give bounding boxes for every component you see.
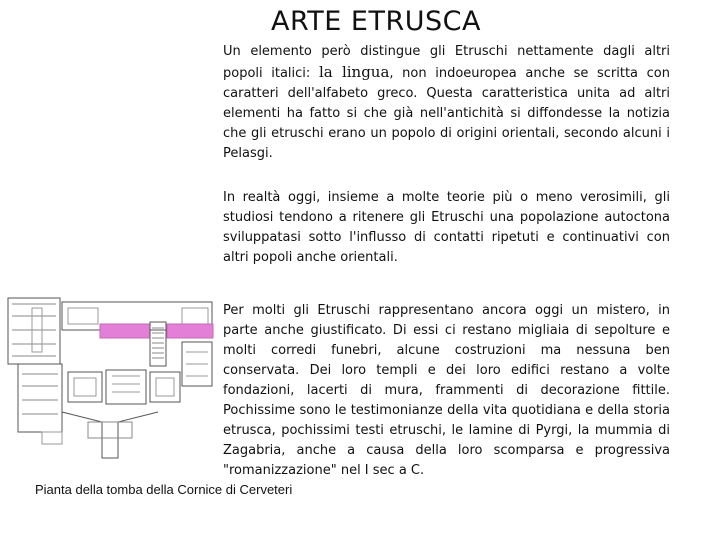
tomb-floor-plan	[2, 272, 220, 464]
plan-dromos	[62, 412, 158, 458]
paragraph-language	[223, 42, 670, 164]
emphasis-la-lingua: la lingua	[318, 63, 390, 81]
plan-highlight-left	[100, 324, 150, 338]
paragraph-origins: In realtà oggi, insieme a molte teorie più o meno verosimili, gli studiosi tendono a ritenere gli Etruschi una popolazione autoctona sviluppatasi sotto l'influsso di contatti ripetuti e continuativi con altri popoli anche orientali.	[223, 190, 670, 265]
paragraph-language-start: Un elemento però distingue gli Etruschi nettamente dagli altri popoli italici:	[223, 44, 670, 81]
paragraph-language-end: , non indoeuropea anche se scritta con caratteri dell'alfabeto greco. Questa caratteristica unita ad altri elementi ha fatto si che già nell'antichità si diffondesse la notizia che gli etruschi erano un popolo di origini orientali, secondo alcuni i Pelasgi.	[223, 66, 670, 161]
slide-title: ARTE ETRUSCA	[271, 6, 481, 37]
paragraph-mystery: Per molti gli Etruschi rappresentano ancora oggi un mistero, in parte anche giustificato. Di essi ci restano migliaia di sepolture e molti corredi funebri, alcune costruzioni ma nessuna ben conservata. Dei loro templi e dei loro edifici restano a volte fondazioni, lacerti di mura, frammenti di decorazione fittile. Pochissime sono le testimonianze della vita quotidiana e della storia etrusca, pochissimi testi etruschi, le lamine di Pyrgi, la mummia di Zagabria, anche a causa della loro scomparsa e progressiva "romanizzazione" nel I sec a C.	[223, 303, 670, 478]
plan-stair	[150, 322, 166, 366]
figure-caption: Pianta della tomba della Cornice di Cerveteri	[35, 482, 293, 497]
plan-highlight-right	[167, 324, 213, 338]
